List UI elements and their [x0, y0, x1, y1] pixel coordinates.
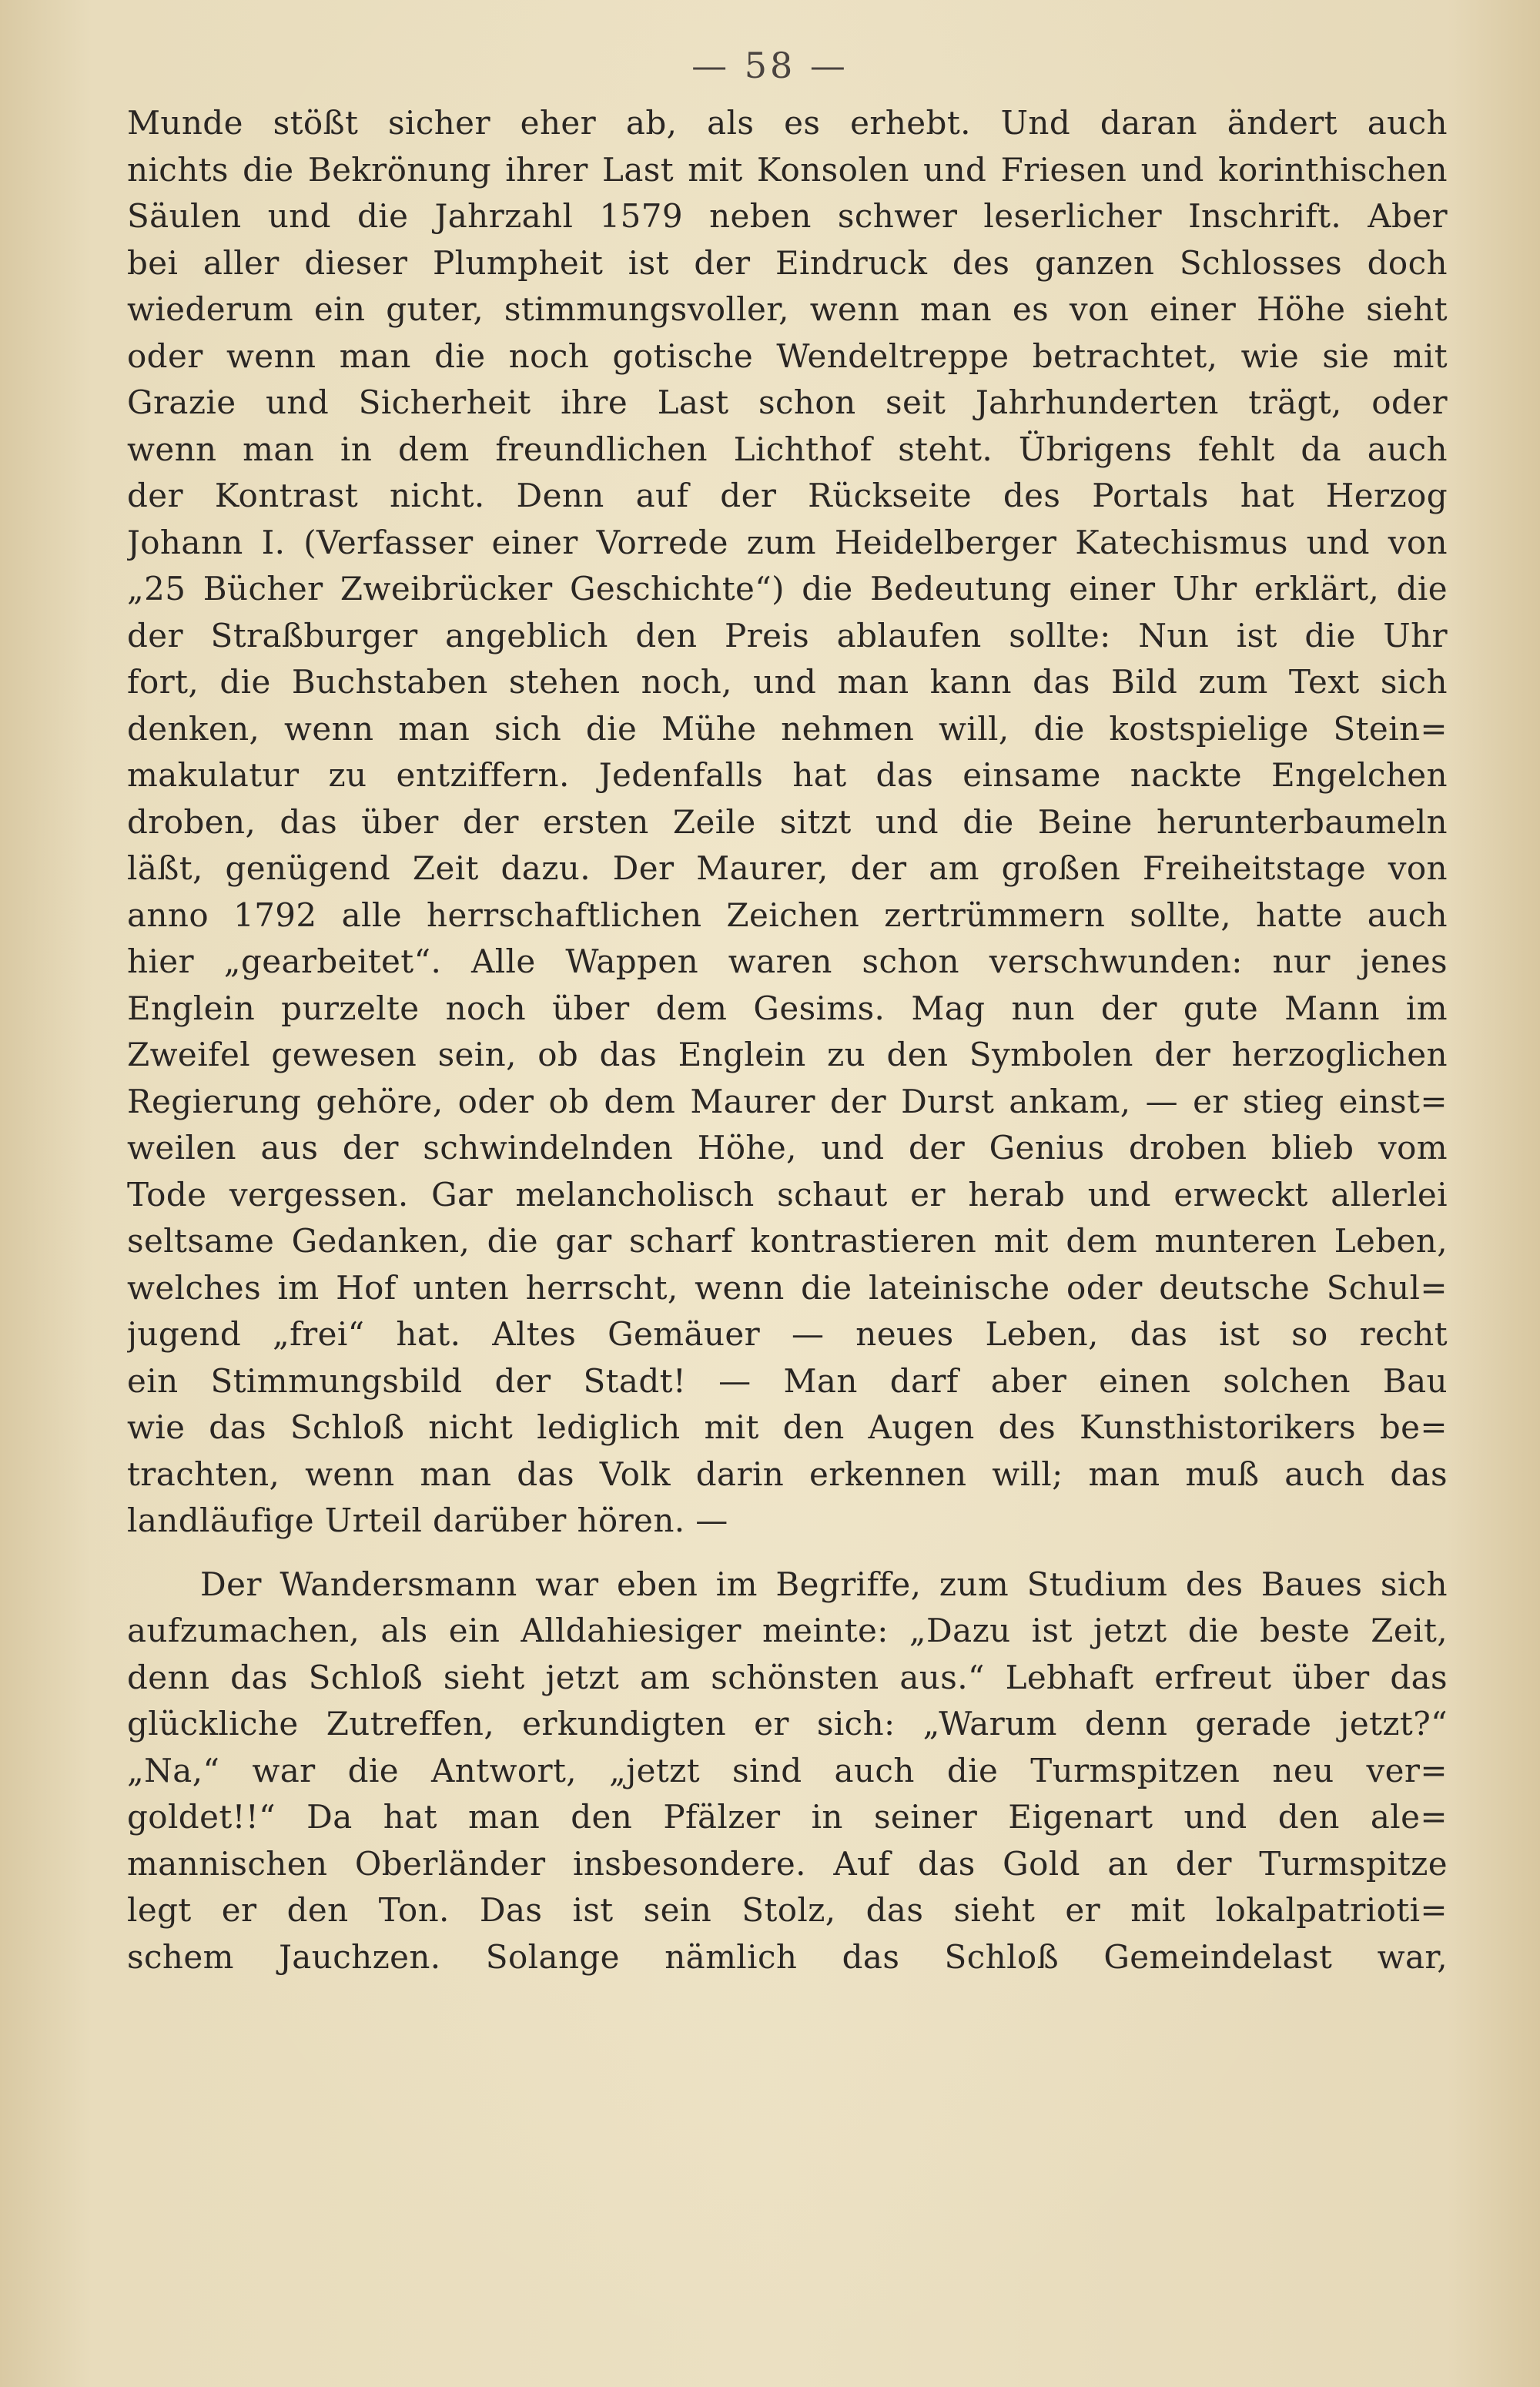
text-line: Tode vergessen. Gar melancholisch schaut er herab und erweckt allerlei	[127, 1175, 1448, 1214]
text-line: fort, die Buchstaben stehen noch, und man kann das Bild zum Text sich	[127, 663, 1448, 701]
text-line: Der Wandersmann war eben im Begriffe, zum Studium des Baues sich	[200, 1565, 1448, 1603]
paragraph-1	[127, 100, 1448, 1545]
text-line: wie das Schloß nicht lediglich mit den Augen des Kunsthistorikers be=	[127, 1408, 1448, 1446]
text-line: legt er den Ton. Das ist sein Stolz, das sieht er mit lokalpatrioti=	[127, 1891, 1448, 1929]
text-line: der Kontrast nicht. Denn auf der Rückseite des Portals hat Herzog	[127, 477, 1448, 514]
text-line: welches im Hof unten herrscht, wenn die lateinische oder deutsche Schul=	[127, 1268, 1448, 1307]
paragraph-2	[127, 1562, 1448, 1981]
text-line: weilen aus der schwindelnden Höhe, und der Genius droben blieb vom	[127, 1129, 1448, 1167]
text-line: Johann I. (Verfasser einer Vorrede zum Heidelberger Katechismus und von	[127, 523, 1448, 561]
text-line: Englein purzelte noch über dem Gesims. Mag nun der gute Mann im	[127, 989, 1448, 1027]
text-line: seltsame Gedanken, die gar scharf kontrastieren mit dem munteren Leben,	[127, 1222, 1448, 1260]
text-line: jugend „frei“ hat. Altes Gemäuer — neues Leben, das ist so recht	[127, 1315, 1448, 1353]
text-line: wiederum ein guter, stimmungsvoller, wenn man es von einer Höhe sieht	[127, 290, 1448, 328]
text-line: glückliche Zutreffen, erkundigten er sich: „Warum denn gerade jetzt?“	[127, 1705, 1448, 1743]
text-line: schem Jauchzen. Solange nämlich das Schloß Gemeindelast war,	[127, 1937, 1448, 1976]
text-line: Munde stößt sicher eher ab, als es erhebt. Und daran ändert auch	[127, 104, 1448, 142]
text-line: bei aller dieser Plumpheit ist der Eindruck des ganzen Schlosses doch	[127, 243, 1448, 282]
text-line: der Straßburger angeblich den Preis ablaufen sollte: Nun ist die Uhr	[127, 616, 1448, 654]
body-text	[127, 100, 1448, 1980]
text-line: ein Stimmungsbild der Stadt! — Man darf aber einen solchen Bau	[127, 1361, 1448, 1400]
text-line: goldet!!“ Da hat man den Pfälzer in seiner Eigenart und den ale=	[127, 1798, 1448, 1836]
text-line: „Na,“ war die Antwort, „jetzt sind auch die Turmspitzen neu ver=	[127, 1751, 1448, 1789]
text-line: hier „gearbeitet“. Alle Wappen waren schon verschwunden: nur jenes	[127, 942, 1448, 980]
text-line: denken, wenn man sich die Mühe nehmen will, die kostspielige Stein=	[127, 709, 1448, 748]
text-line: Regierung gehöre, oder ob dem Maurer der Durst ankam, — er stieg einst=	[127, 1082, 1448, 1120]
page-number: — 58 —	[691, 45, 849, 86]
text-line: makulatur zu entziffern. Jedenfalls hat das einsame nackte Engelchen	[127, 756, 1448, 794]
text-line: läßt, genügend Zeit dazu. Der Maurer, der am großen Freiheitstage von	[127, 849, 1448, 887]
text-line: denn das Schloß sieht jetzt am schönsten aus.“ Lebhaft erfreut über das	[127, 1658, 1448, 1696]
text-line: landläufige Urteil darüber hören. —	[127, 1502, 728, 1539]
text-line: mannischen Oberländer insbesondere. Auf das Gold an der Turmspitze	[127, 1844, 1448, 1883]
text-line: „25 Bücher Zweibrücker Geschichte“) die Bedeutung einer Uhr erklärt, die	[127, 570, 1448, 608]
text-line: wenn man in dem freundlichen Lichthof steht. Übrigens fehlt da auch	[127, 430, 1448, 468]
text-line: nichts die Bekrönung ihrer Last mit Konsolen und Friesen und korinthischen	[127, 150, 1448, 189]
text-line: Zweifel gewesen sein, ob das Englein zu den Symbolen der herzoglichen	[127, 1036, 1448, 1073]
text-line: aufzumachen, als ein Alldahiesiger meinte: „Dazu ist jetzt die beste Zeit,	[127, 1612, 1448, 1649]
text-line: Säulen und die Jahrzahl 1579 neben schwer leserlicher Inschrift. Aber	[127, 197, 1448, 235]
text-line: oder wenn man die noch gotische Wendeltreppe betrachtet, wie sie mit	[127, 336, 1448, 375]
text-line: droben, das über der ersten Zeile sitzt und die Beine herunterbaumeln	[127, 802, 1448, 841]
text-line: Grazie und Sicherheit ihre Last schon seit Jahrhunderten trägt, oder	[127, 383, 1448, 421]
text-line: anno 1792 alle herrschaftlichen Zeichen zertrümmern sollte, hatte auch	[127, 896, 1448, 934]
text-line: trachten, wenn man das Volk darin erkennen will; man muß auch das	[127, 1455, 1448, 1493]
paragraph-gap	[127, 1545, 1448, 1562]
